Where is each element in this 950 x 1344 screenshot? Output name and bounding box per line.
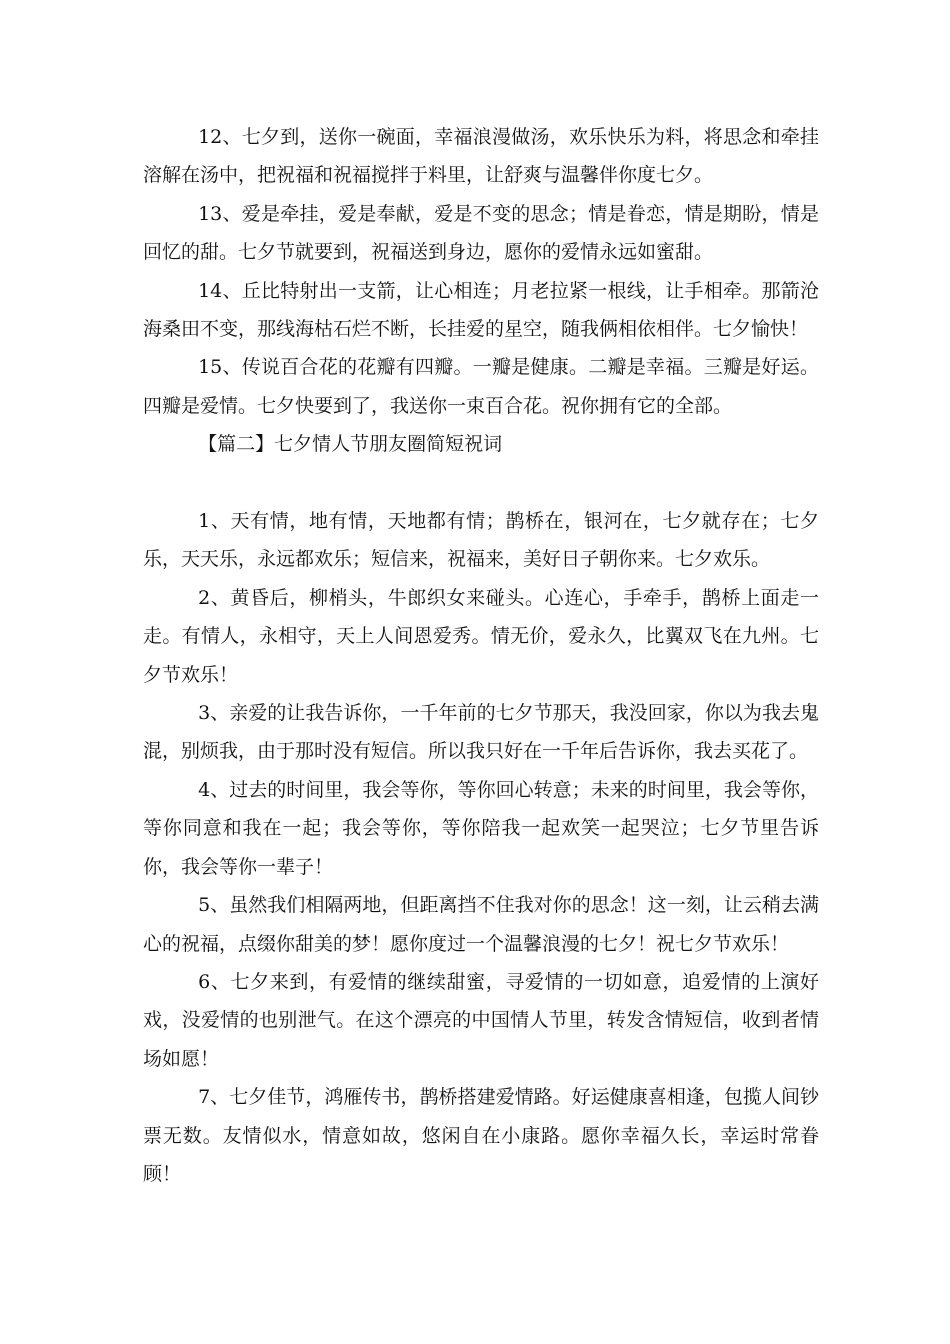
paragraph-4: 4、过去的时间里，我会等你，等你回心转意；未来的时间里，我会等你，等你同意和我在一起；我会等你，等你陪我一起欢笑一起哭泣；七夕节里告诉你，我会等你一辈子！ [143,778,819,878]
paragraph-2: 2、黄昏后，柳梢头，牛郎织女来碰头。心连心，手牵手，鹊桥上面走一走。有情人，永相守，天上人间恩爱秀。情无价，爱永久，比翼双飞在九州。七夕节欢乐！ [143,586,819,686]
paragraph-7: 7、七夕佳节，鸿雁传书，鹊桥搭建爱情路。好运健康喜相逢，包揽人间钞票无数。友情似水，情意如故，悠闲自在小康路。愿你幸福久长，幸运时常眷顾！ [143,1086,819,1185]
paragraph-13: 13、爱是牵挂，爱是奉献，爱是不变的思念；情是眷恋，情是期盼，情是回忆的甜。七夕节就要到，祝福送到身边，愿你的爱情永远如蜜甜。 [143,202,819,264]
paragraph-15: 15、传说百合花的花瓣有四瓣。一瓣是健康。二瓣是幸福。三瓣是好运。四瓣是爱情。七夕快要到了，我送你一束百合花。祝你拥有它的全部。 [143,356,819,417]
paragraph-14: 14、丘比特射出一支箭，让心相连；月老拉紧一根线，让手相牵。那箭沧海桑田不变，那线海枯石烂不断，长挂爱的星空，随我俩相依相伴。七夕愉快！ [143,279,819,341]
blank-line [143,464,819,502]
paragraph-6: 6、七夕来到，有爱情的继续甜蜜，寻爱情的一切如意，追爱情的上演好戏，没爱情的也别泄气。在这个漂亮的中国情人节里，转发含情短信，收到者情场如愿！ [143,970,819,1070]
paragraph-1: 1、天有情，地有情，天地都有情；鹊桥在，银河在，七夕就存在；七夕乐，天天乐，永远都欢乐；短信来，祝福来，美好日子朝你来。七夕欢乐。 [143,510,819,571]
paragraph-5: 5、虽然我们相隔两地，但距离挡不住我对你的思念！这一刻，让云稍去满心的祝福，点缀你甜美的梦！愿你度过一个温馨浪漫的七夕！祝七夕节欢乐！ [143,894,819,955]
paragraph-3: 3、亲爱的让我告诉你，一千年前的七夕节那天，我没回家，你以为我去鬼混，别烦我，由于那时没有短信。所以我只好在一千年后告诉你，我去买花了。 [143,702,819,763]
section-heading: 【篇二】七夕情人节朋友圈简短祝词 [198,433,503,456]
document-body [143,118,819,1193]
paragraph-12: 12、七夕到，送你一碗面，幸福浪漫做汤，欢乐快乐为料，将思念和牵挂溶解在汤中，把祝福和祝福搅拌于料里，让舒爽与温馨伴你度七夕。 [143,126,819,187]
